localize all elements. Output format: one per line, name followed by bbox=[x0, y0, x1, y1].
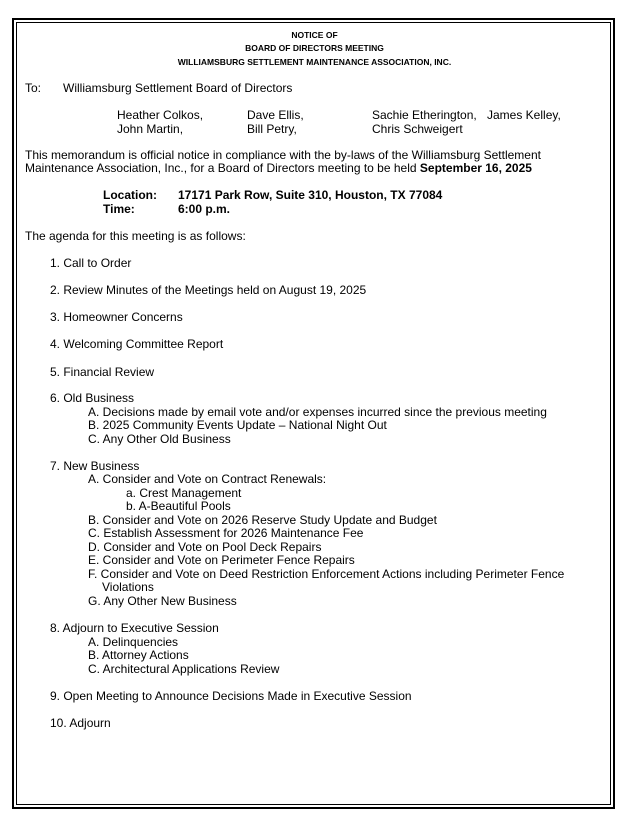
memo-line-1: This memorandum is official notice in compliance with the by-laws of the Williamsburg Settlement bbox=[25, 148, 541, 162]
agenda-subitem: E. Consider and Vote on Perimeter Fence Repairs bbox=[88, 553, 355, 567]
agenda-item: 8. Adjourn to Executive Session bbox=[50, 621, 219, 635]
to-recipient: Williamsburg Settlement Board of Directors bbox=[63, 81, 293, 95]
agenda-item: 4. Welcoming Committee Report bbox=[50, 337, 224, 351]
agenda-subitem: C. Architectural Applications Review bbox=[88, 662, 280, 676]
agenda-item: 10. Adjourn bbox=[50, 716, 111, 730]
agenda-subsubitem: b. A-Beautiful Pools bbox=[126, 499, 231, 513]
location-label: Location: bbox=[103, 188, 157, 202]
agenda-item: 9. Open Meeting to Announce Decisions Made in Executive Session bbox=[50, 689, 412, 703]
agenda-subitem: B. Attorney Actions bbox=[88, 648, 189, 662]
time-value: 6:00 p.m. bbox=[178, 202, 231, 216]
director-name: James Kelley, bbox=[487, 108, 561, 122]
agenda-subitem: B. Consider and Vote on 2026 Reserve Study Update and Budget bbox=[88, 513, 437, 527]
agenda-subitem-continuation: Violations bbox=[102, 580, 154, 594]
meeting-date: September 16, 2025 bbox=[419, 161, 532, 175]
director-name: Sachie Etherington, bbox=[372, 108, 477, 122]
location-value: 17171 Park Row, Suite 310, Houston, TX 77084 bbox=[178, 188, 443, 202]
agenda-subsubitem: a. Crest Management bbox=[126, 486, 242, 500]
agenda-item: 6. Old Business bbox=[50, 391, 135, 405]
agenda-subitem: F. Consider and Vote on Deed Restriction Enforcement Actions including Perimeter Fence bbox=[88, 567, 565, 581]
agenda-subitem: D. Consider and Vote on Pool Deck Repairs bbox=[88, 540, 322, 554]
director-name: Dave Ellis, bbox=[247, 108, 304, 122]
agenda-intro: The agenda for this meeting is as follows: bbox=[25, 229, 246, 243]
time-label: Time: bbox=[103, 202, 135, 216]
agenda-item: 2. Review Minutes of the Meetings held on August 19, 2025 bbox=[50, 283, 367, 297]
notice-title-line3: WILLIAMSBURG SETTLEMENT MAINTENANCE ASSOCIATION, INC. bbox=[177, 57, 452, 67]
director-name: John Martin, bbox=[117, 122, 184, 136]
memo-line-2-text: Maintenance Association, Inc., for a Board of Directors meeting to be held bbox=[25, 161, 420, 175]
notice-title-line2: BOARD OF DIRECTORS MEETING bbox=[245, 43, 384, 53]
agenda-subitem: A. Delinquencies bbox=[88, 635, 179, 649]
agenda-subitem: A. Decisions made by email vote and/or expenses incurred since the previous meeting bbox=[88, 405, 547, 419]
agenda-item: 1. Call to Order bbox=[50, 256, 132, 270]
agenda-subitem: C. Any Other Old Business bbox=[88, 432, 231, 446]
agenda-subitem: B. 2025 Community Events Update – National Night Out bbox=[88, 418, 387, 432]
agenda-subitem: G. Any Other New Business bbox=[88, 594, 237, 608]
memo-line-2 bbox=[25, 161, 532, 175]
director-name: Chris Schweigert bbox=[372, 122, 463, 136]
agenda-item: 3. Homeowner Concerns bbox=[50, 310, 183, 324]
agenda-subitem: C. Establish Assessment for 2026 Maintenance Fee bbox=[88, 526, 364, 540]
agenda-subitem: A. Consider and Vote on Contract Renewals: bbox=[88, 472, 327, 486]
director-name: Heather Colkos, bbox=[117, 108, 204, 122]
agenda-item: 5. Financial Review bbox=[50, 365, 155, 379]
director-name: Bill Petry, bbox=[247, 122, 297, 136]
to-label: To: bbox=[25, 81, 42, 95]
agenda-item: 7. New Business bbox=[50, 459, 140, 473]
notice-title-line1: NOTICE OF bbox=[291, 30, 338, 40]
